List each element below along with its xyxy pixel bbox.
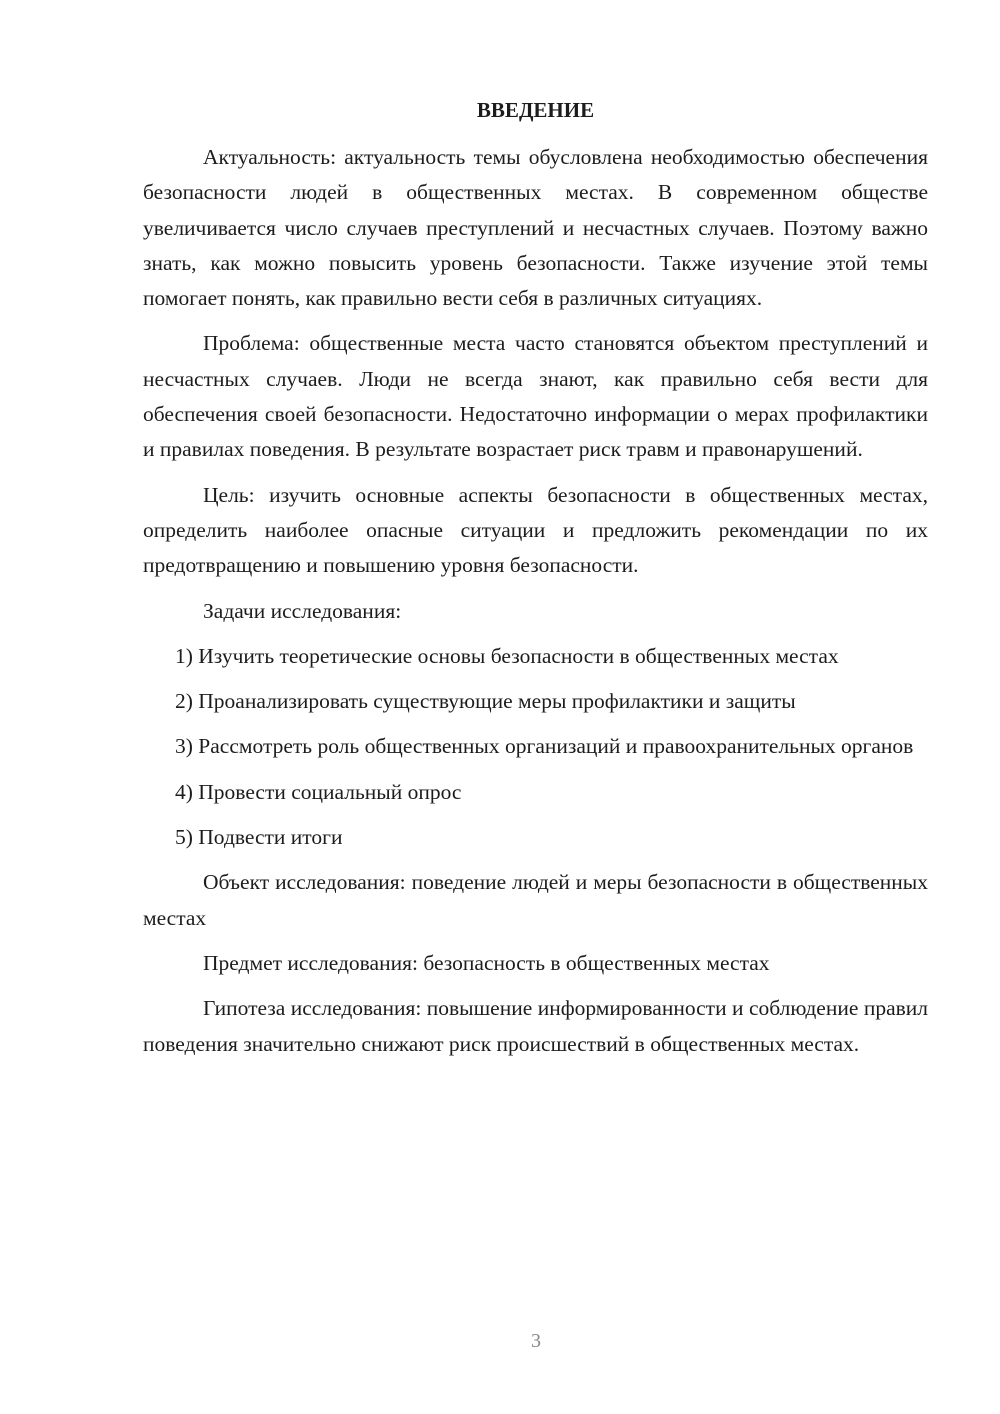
paragraph-object: Объект исследования: поведение людей и меры безопасности в общественных местах xyxy=(143,870,928,930)
paragraph-relevance: Актуальность: актуальность темы обусловлена необходимостью обеспечения безопасности людей в общественных местах. В современном обществе увеличивается число случаев преступлений и несчастных случаев. Поэтому важно знать, как можно повысить уровень безопасности. Также изучение этой темы помогает понять, как правильно вести себя в различных ситуациях. xyxy=(143,145,928,311)
task-item: 2) Проанализировать существующие меры профилактики и защиты xyxy=(175,689,796,714)
document-body xyxy=(143,95,928,1072)
section-heading: ВВЕДЕНИЕ xyxy=(476,98,595,122)
paragraph-subject: Предмет исследования: безопасность в общественных местах xyxy=(203,950,770,975)
paragraph-goal: Цель: изучить основные аспекты безопасности в общественных местах, определить наиболее опасные ситуации и предложить рекомендации по их предотвращению и повышению уровня безопасности. xyxy=(143,482,928,578)
page-number: 3 xyxy=(531,1330,541,1352)
task-item: 4) Провести социальный опрос xyxy=(175,779,462,804)
task-item: 5) Подвести итоги xyxy=(175,825,343,850)
tasks-title: Задачи исследования: xyxy=(203,598,402,623)
task-item: 1) Изучить теоретические основы безопасности в общественных местах xyxy=(175,643,839,668)
paragraph-problem: Проблема: общественные места часто становятся объектом преступлений и несчастных случаев. Люди не всегда знают, как правильно себя вести для обеспечения своей безопасности. Недостаточно информации о мерах профилактики и правилах поведения. В результате возрастает риск травм и правонарушений. xyxy=(143,331,928,462)
task-item: 3) Рассмотреть роль общественных организаций и правоохранительных органов xyxy=(175,734,914,759)
paragraph-hypothesis: Гипотеза исследования: повышение информированности и соблюдение правил поведения значительно снижают риск происшествий в общественных местах. xyxy=(143,996,928,1056)
